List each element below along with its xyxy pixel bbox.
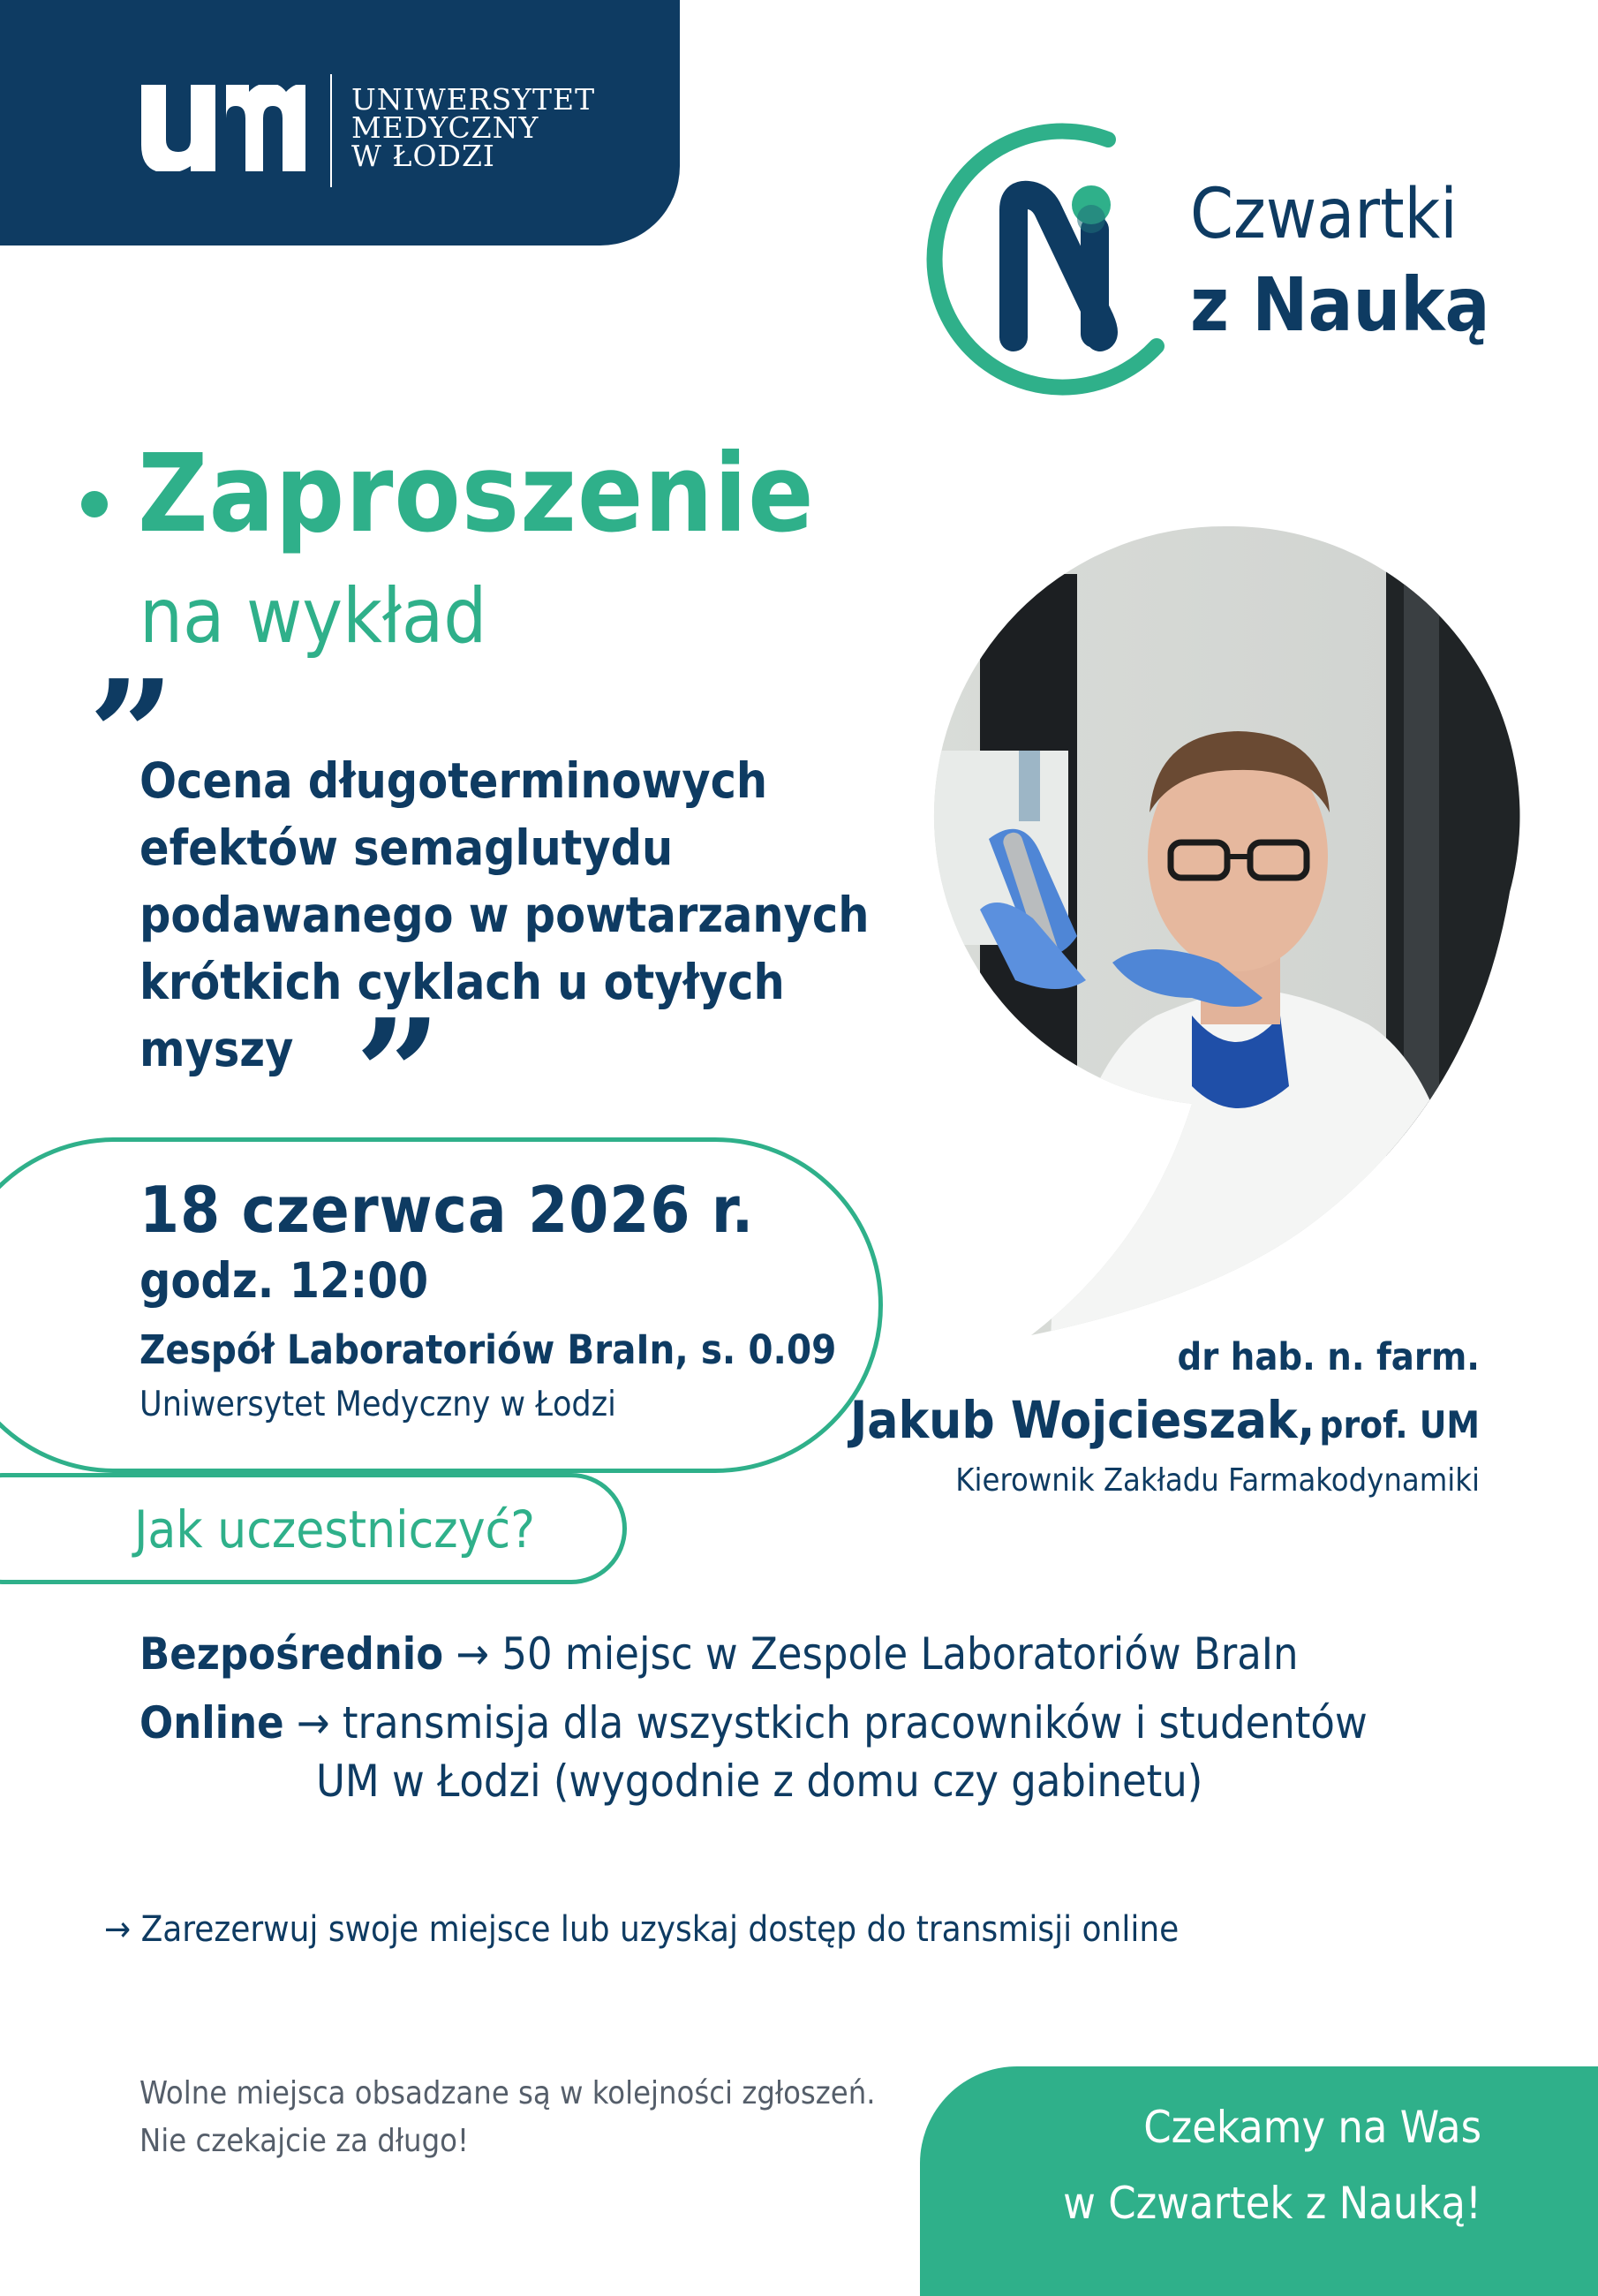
footnote-line-1: Wolne miejsca obsadzane są w kolejności zgłoszeń.: [139, 2075, 876, 2111]
arrow-right-icon: →: [104, 1909, 132, 1950]
speaker-name: Jakub Wojcieszak,: [849, 1390, 1315, 1450]
direct-label: Bezpośrednio: [139, 1628, 444, 1680]
reserve-link[interactable]: [104, 1909, 1179, 1950]
university-logo-block: [0, 0, 680, 245]
event-institution: Uniwersytet Medyczny w Łodzi: [139, 1385, 616, 1424]
online-participation-row: [139, 1697, 1368, 1748]
um-logo-icon: [141, 85, 309, 171]
open-quote-icon: ”: [88, 647, 175, 824]
lecture-title-line: krótkich cyklach u otyłych: [139, 954, 785, 1010]
arrow-right-icon: →: [456, 1628, 490, 1680]
czwartki-z-nauka-logo-icon: [892, 115, 1183, 415]
online-text-line-1: transmisja dla wszystkich pracowników i studentów: [342, 1697, 1368, 1748]
series-logo-line-1: Czwartki: [1190, 175, 1458, 254]
invitation-title: Zaproszenie: [138, 431, 815, 556]
series-logo-line-2: z Nauką: [1190, 261, 1490, 348]
speaker-degree: dr hab. n. farm.: [1177, 1335, 1480, 1379]
lecture-title: [139, 747, 869, 1083]
close-quote-icon: ”: [355, 986, 441, 1163]
event-time: godz. 12:00: [139, 1252, 429, 1309]
participation-heading: Jak uczestniczyć?: [134, 1499, 535, 1560]
university-name-line-1: UNIWERSYTET: [351, 82, 596, 117]
university-name-line-2: MEDYCZNY: [351, 110, 539, 145]
university-name-line-3: W ŁODZI: [351, 139, 495, 173]
lecture-title-line: Ocena długoterminowych: [139, 752, 768, 809]
speaker-photo: [927, 521, 1527, 1342]
direct-participation-row: [139, 1628, 1299, 1680]
title-bullet: [81, 491, 108, 517]
online-text-line-2: UM w Łodzi (wygodnie z domu czy gabinetu): [316, 1756, 1203, 1807]
lecture-title-line: efektów semaglutydu: [139, 819, 674, 876]
speaker-role: Kierownik Zakładu Farmakodynamiki: [955, 1462, 1480, 1499]
arrow-right-icon: →: [296, 1697, 330, 1748]
cta-line-1: Czekamy na Was: [1143, 2102, 1481, 2153]
speaker-title: prof. UM: [1319, 1403, 1480, 1446]
speaker-name-row: [850, 1390, 1480, 1450]
footnote-line-2: Nie czekajcie za długo!: [139, 2123, 469, 2159]
lecture-title-line: podawanego w powtarzanych: [139, 887, 870, 943]
event-date: 18 czerwca 2026 r.: [139, 1173, 755, 1247]
invitation-subtitle: na wykład: [139, 572, 487, 661]
event-place: Zespół Laboratoriów BraIn, s. 0.09: [139, 1326, 837, 1373]
logo-divider: [330, 74, 332, 187]
online-label: Online: [139, 1697, 284, 1748]
cta-line-2: w Czwartek z Nauką!: [1063, 2178, 1481, 2229]
reserve-text: Zarezerwuj swoje miejsce lub uzyskaj dostęp do transmisji online: [140, 1909, 1180, 1950]
direct-text: 50 miejsc w Zespole Laboratoriów BraIn: [501, 1628, 1299, 1680]
lecture-title-line: myszy: [139, 1021, 294, 1077]
